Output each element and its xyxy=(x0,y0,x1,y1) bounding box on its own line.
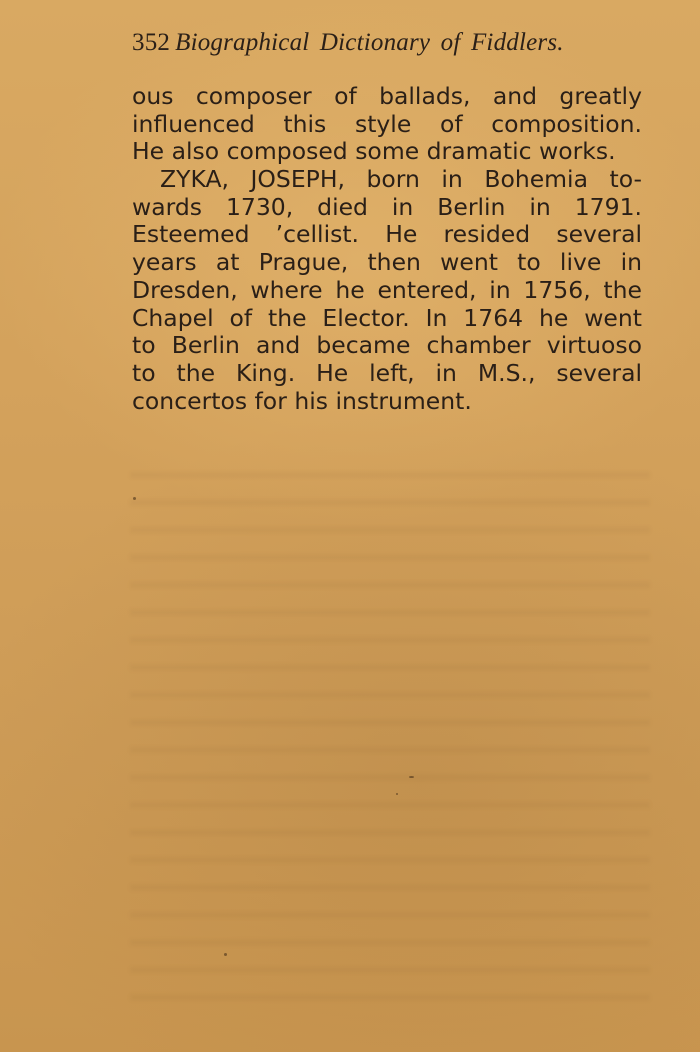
paper-speck xyxy=(396,793,398,795)
paper-speck xyxy=(224,953,227,956)
text-line: He also composed some dramatic works. xyxy=(132,137,616,166)
running-head-title: Biographical Dictionary of Fiddlers. xyxy=(175,29,564,56)
text-line: to Berlin and became chamber virtuoso xyxy=(132,331,642,360)
entry-heading-line: ZYKA, JOSEPH, born in Bohemia to- xyxy=(160,165,642,194)
running-head xyxy=(132,26,622,60)
text-line: Chapel of the Elector. In 1764 he went xyxy=(132,303,642,332)
body-text xyxy=(132,83,642,415)
text-line: influenced this style of composition. xyxy=(132,109,642,138)
paragraph-zyka-joseph xyxy=(132,166,642,415)
text-line: Dresden, where he entered, in 1756, the xyxy=(132,275,642,304)
text-line: to the King. He left, in M.S., several xyxy=(132,358,642,387)
show-through-text xyxy=(130,455,650,1015)
text-line: Esteemed ’cellist. He resided several xyxy=(132,220,642,249)
paper-speck xyxy=(133,497,136,500)
text-line: concertos for his instrument. xyxy=(132,386,472,415)
page-number: 352 xyxy=(132,29,171,56)
text-line: years at Prague, then went to live in xyxy=(132,248,642,277)
text-line: ous composer of ballads, and greatly xyxy=(132,82,642,110)
text-line: wards 1730, died in Berlin in 1791. xyxy=(132,192,642,221)
paragraph-continued xyxy=(132,83,642,166)
paper-speck xyxy=(409,776,414,778)
